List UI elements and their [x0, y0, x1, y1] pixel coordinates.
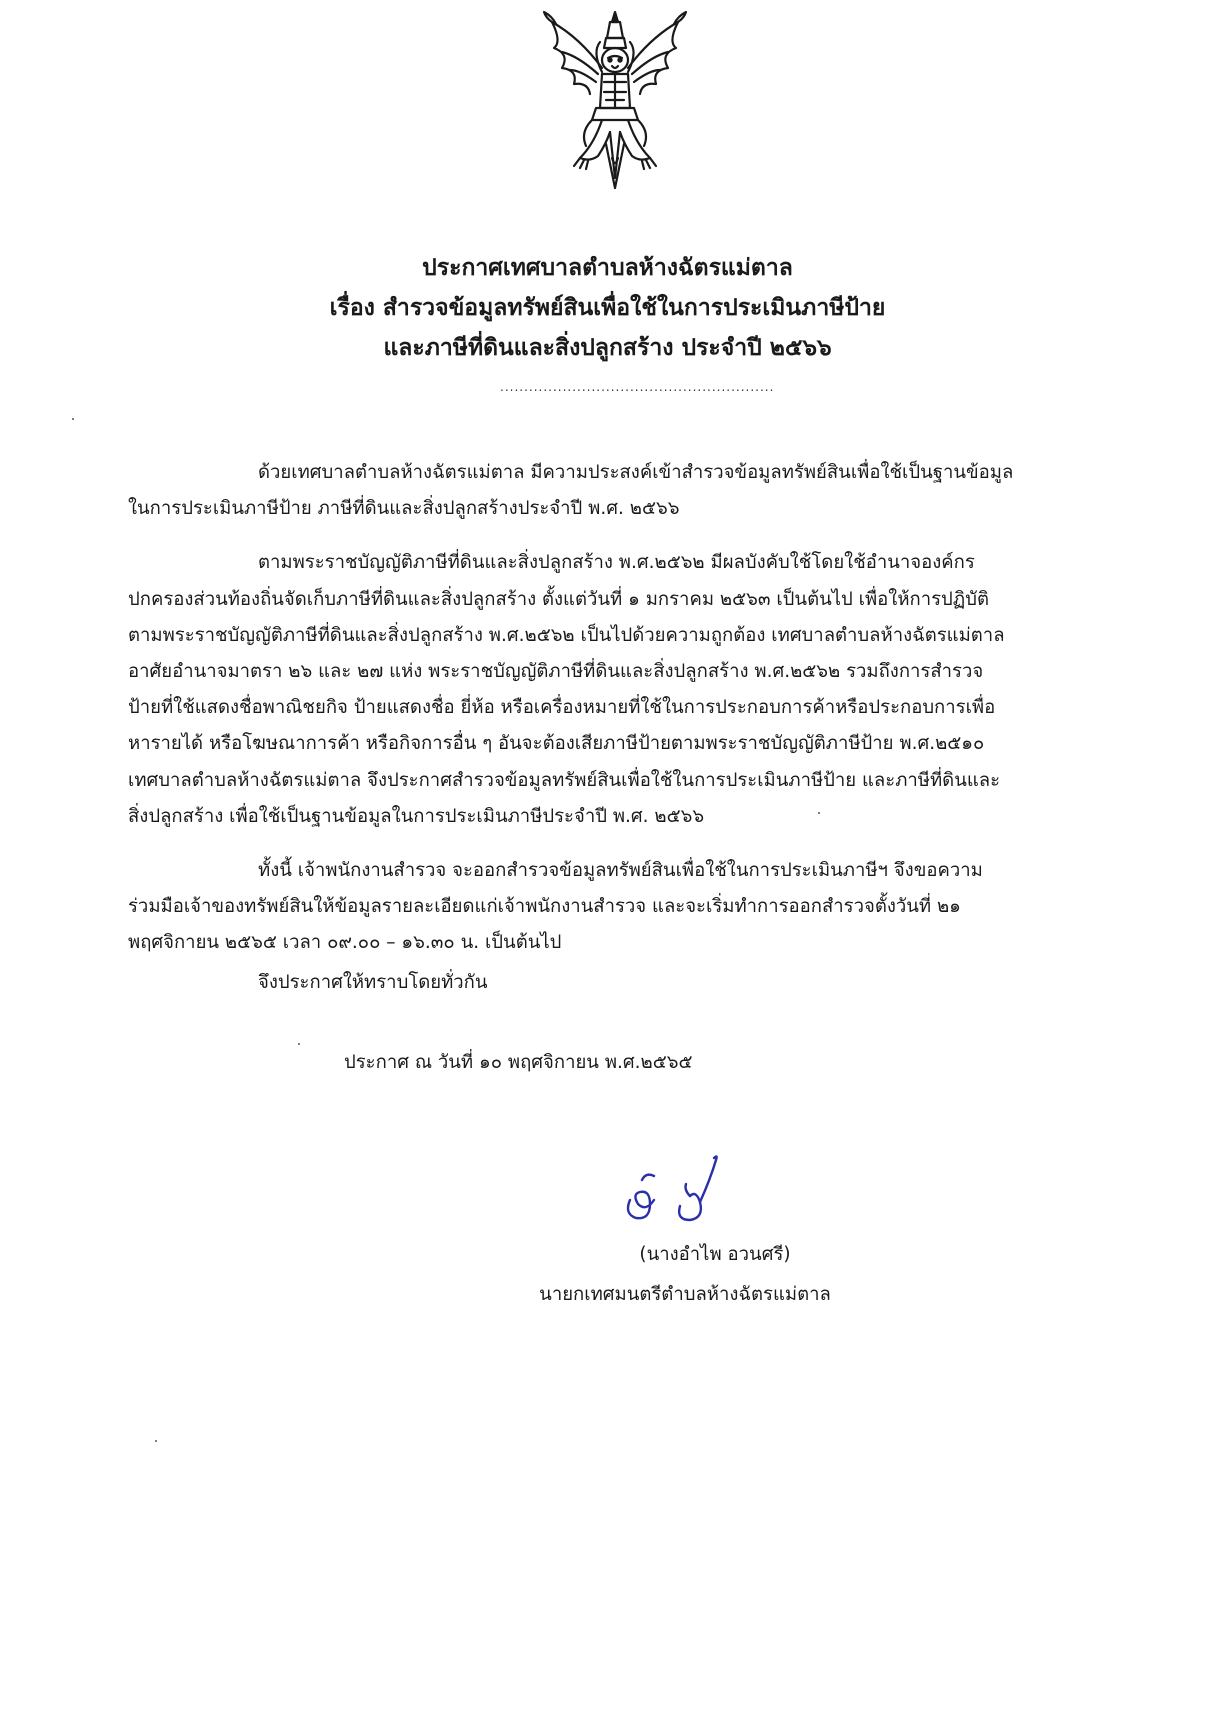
signature-mark — [620, 1150, 740, 1230]
paragraph-line: ในการประเมินภาษีป้าย ภาษีที่ดินและสิ่งปลูกสร้างประจำปี พ.ศ. ๒๕๖๖ — [128, 498, 680, 520]
scan-speck — [298, 1043, 300, 1045]
title-line-3: และภาษีที่ดินและสิ่งปลูกสร้าง ประจำปี ๒๕๖๖ — [383, 335, 832, 361]
paragraph-line: สิ่งปลูกสร้าง เพื่อใช้เป็นฐานข้อมูลในการประเมินภาษีประจำปี พ.ศ. ๒๕๖๖ — [128, 805, 705, 827]
paragraph-1 — [128, 455, 1100, 527]
paragraph-line: ปกครองส่วนท้องถิ่นจัดเก็บภาษีที่ดินและสิ่งปลูกสร้าง ตั้งแต่วันที่ ๑ มกราคม ๒๕๖๓ เป็นต้นไป เพื่อให้การปฏิบัติ — [128, 588, 989, 610]
scan-speck — [818, 812, 820, 814]
scan-speck — [155, 1440, 157, 1442]
garuda-emblem-icon — [540, 8, 690, 198]
title-divider: ......................................................... — [500, 380, 775, 394]
paragraph-line: ตามพระราชบัญญัติภาษีที่ดินและสิ่งปลูกสร้าง พ.ศ.๒๕๖๒ เป็นไปด้วยความถูกต้อง เทศบาลตำบลห้างฉัตรแม่ตาล — [128, 624, 1005, 646]
paragraph-line: หารายได้ หรือโฆษณาการค้า หรือกิจการอื่น ๆ อันจะต้องเสียภาษีป้ายตามพระราชบัญญัติภาษีป้าย พ.ศ.๒๕๑๐ — [128, 733, 985, 755]
paragraph-line: ทั้งนี้ เจ้าพนักงานสำรวจ จะออกสำรวจข้อมูลทรัพย์สินเพื่อใช้ในการประเมินภาษีฯ จึงขอความ — [258, 860, 983, 882]
paragraph-line: อาศัยอำนาจมาตรา ๒๖ และ ๒๗ แห่ง พระราชบัญญัติภาษีที่ดินและสิ่งปลูกสร้าง พ.ศ.๒๕๖๒ รวมถึงการสำรวจ — [128, 661, 984, 683]
closing-statement: จึงประกาศให้ทราบโดยทั่วกัน — [258, 972, 488, 993]
announcement-title — [0, 248, 1205, 368]
paragraph-line: เทศบาลตำบลห้างฉัตรแม่ตาล จึงประกาศสำรวจข้อมูลทรัพย์สินเพื่อใช้ในการประเมินภาษีป้าย และภาษีที่ดินและ — [128, 769, 1001, 791]
announcement-body — [128, 455, 1100, 980]
paragraph-3 — [128, 853, 1100, 962]
announcement-date: ประกาศ ณ วันที่ ๑๐ พฤศจิกายน พ.ศ.๒๕๖๕ — [344, 1052, 693, 1073]
paragraph-line: ด้วยเทศบาลตำบลห้างฉัตรแม่ตาล มีความประสงค์เข้าสำรวจข้อมูลทรัพย์สินเพื่อใช้เป็นฐานข้อมูล — [258, 462, 1014, 483]
title-line-1: ประกาศเทศบาลตำบลห้างฉัตรแม่ตาล — [422, 255, 793, 281]
title-line-2: เรื่อง สำรวจข้อมูลทรัพย์สินเพื่อใช้ในการประเมินภาษีป้าย — [329, 295, 886, 321]
paragraph-line: ตามพระราชบัญญัติภาษีที่ดินและสิ่งปลูกสร้าง พ.ศ.๒๕๖๒ มีผลบังคับใช้โดยใช้อำนาจองค์กร — [258, 552, 975, 574]
signer-name: (นางอำไพ อวนศรี) — [639, 1244, 791, 1265]
paragraph-2 — [128, 545, 1100, 835]
scan-speck — [72, 418, 74, 420]
paragraph-line: พฤศจิกายน ๒๕๖๕ เวลา ๐๙.๐๐ – ๑๖.๓๐ น. เป็นต้นไป — [128, 932, 562, 954]
paragraph-line: ร่วมมือเจ้าของทรัพย์สินให้ข้อมูลรายละเอียดแก่เจ้าพนักงานสำรวจ และจะเริ่มทำการออกสำรวจตั้งวันที่ ๒๑ — [128, 896, 961, 918]
paragraph-line: ป้ายที่ใช้แสดงชื่อพาณิชยกิจ ป้ายแสดงชื่อ ยี่ห้อ หรือเครื่องหมายที่ใช้ในการประกอบการค้าหรือประกอบการเพื่อ — [128, 697, 996, 719]
signer-position: นายกเทศมนตรีตำบลห้างฉัตรแม่ตาล — [539, 1284, 831, 1305]
